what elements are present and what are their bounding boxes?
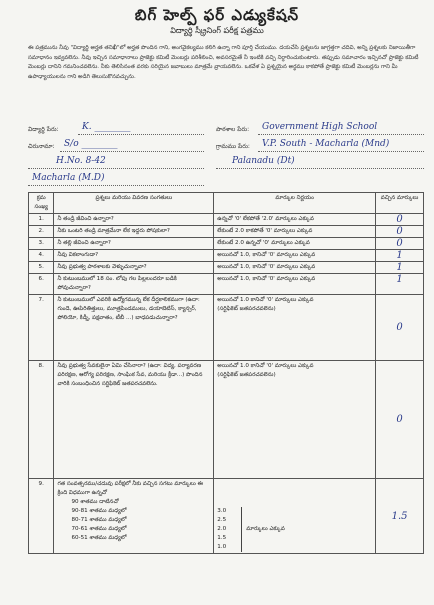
row-question: నీ కుటుంబములో ఎవరికి ఉద్యోగమున్న లేక దీర్ఘకాలికముగా (ఉదా: గుండె, ఊపిరితిత్తులు, మూత్రపిండములు, డయాబెటిస్, క్యాన్సర్, పోలియో, కిడ్నీ, పక్షవాతం, టీబీ ...) బాధపడుచున్నారా? — [54, 295, 214, 361]
row-rule-cell — [214, 361, 376, 479]
page-title: బిగ్ హెల్ప్ ఫర్ ఎడ్యుకేషన్ — [134, 6, 300, 24]
village-value[interactable]: V.P. South - Macharla (Mnd) — [262, 139, 390, 149]
table-row — [29, 262, 424, 274]
student-name-label: విద్యార్థి పేరు: — [28, 126, 59, 133]
row-rule-cell — [214, 479, 376, 554]
row-question: నీవు ప్రభుత్వ పాఠశాలకు వెళ్ళుచున్నావా? — [54, 262, 214, 274]
address-line2-value[interactable]: H.No. 8-42 — [56, 156, 106, 166]
row-question: నీ తండ్రి జీవించి ఉన్నారా? — [54, 214, 214, 226]
school-label: పాఠశాల పేరు: — [216, 126, 250, 133]
row-rule: ఉన్నచో '0' లేకపోతే '2.0' మార్కులు ఎక్కువ — [214, 214, 376, 226]
student-name-value[interactable]: K. ________ — [82, 122, 131, 132]
row-rule: అయినచో 1.0, కానిచో '0' మార్కులు ఎక్కువ — [214, 250, 376, 262]
row-rule-cell — [214, 295, 376, 361]
col-rule-header: మార్కుల నిర్ణయం — [214, 193, 376, 214]
table-row — [29, 238, 424, 250]
row-rule-note: (సర్టిఫికెట్ జతపరచవలెను) — [217, 372, 276, 378]
row-score[interactable]: 0 — [376, 226, 424, 238]
row-number: 9. — [29, 479, 54, 554]
grade-points: 2.5 — [217, 517, 227, 523]
table-row — [29, 250, 424, 262]
address-line-2 — [28, 168, 204, 169]
col-question-header: ప్రశ్నలు మరియు వివరణ సంగతులు — [54, 193, 214, 214]
grade-points: 1.5 — [217, 535, 227, 541]
row-number: 2. — [29, 226, 54, 238]
grade-label: 90-81 శాతము మధ్యలో — [71, 508, 127, 514]
row-score[interactable]: 0 — [376, 295, 424, 361]
table-row — [29, 226, 424, 238]
row-score[interactable]: 0 — [376, 214, 424, 226]
row-rule: అయినచో 1.0, కానిచో '0' మార్కులు ఎక్కువ — [214, 262, 376, 274]
row-number: 6. — [29, 274, 54, 295]
row-question: గత సంవత్సరము/చదువు పరీక్షలో నీకు వచ్చిన సగటు మార్కులు ఈ క్రింది విధముగా ఉన్నచో — [57, 481, 204, 496]
address-line-3 — [28, 185, 204, 186]
row-question: నీ కుటుంబములో 18 సం. లోపు గల పిల్లలందరూ బడికి పోవుచున్నారా? — [54, 274, 214, 295]
row-score[interactable]: 1.5 — [376, 479, 424, 554]
row-rule: అయినచో 1.0 కానిచో '0' మార్కులు ఎక్కువ — [217, 363, 314, 369]
row-question-cell — [54, 479, 214, 554]
row-number: 8. — [29, 361, 54, 479]
col-score-header: వచ్చిన మార్కులు — [376, 193, 424, 214]
student-name-line — [78, 134, 204, 135]
row-question: నీకు ఒంటరి తండ్రి మాత్రమేనా లేక ఇద్దరు పోషకులా? — [54, 226, 214, 238]
table-row — [29, 479, 424, 554]
page-subtitle: విద్యార్థి స్క్రీనింగ్ పరీక్ష పత్రము — [170, 26, 264, 35]
row-score[interactable]: 1 — [376, 262, 424, 274]
village-line — [258, 151, 424, 152]
row-rule-note: (సర్టిఫికెట్ జతపరచవలెను) — [217, 306, 276, 312]
row-rule: లేకుంటే 2.0 ఉన్నచో '0' మార్కులు ఎక్కువ — [214, 238, 376, 250]
row-score[interactable]: 1 — [376, 250, 424, 262]
school-line — [258, 134, 424, 135]
row-question: నీవు వికలాంగుడా? — [54, 250, 214, 262]
row-number: 5. — [29, 262, 54, 274]
grade-label: 80-71 శాతము మధ్యలో — [71, 517, 127, 523]
row-question: నీవు ప్రభుత్వ సేవకులైనా ఏమి చేసినారా? (ఉదా: విద్య, పర్యావరణ పరిరక్షణ, ఆరోగ్య పరిరక్షణ, సాంఘిక సేవ, మరియు క్రీడా...) పొందిన వారికి సంబంధించిన సర్టిఫికెట్ జతపరచవలెను. — [54, 361, 214, 479]
district-line — [216, 168, 424, 169]
grade-points: 3.0 — [217, 508, 227, 514]
table-row — [29, 274, 424, 295]
grade-label: 90 శాతము దాటినచో — [71, 499, 119, 505]
row-number: 4. — [29, 250, 54, 262]
table-header-row — [29, 193, 424, 214]
school-value[interactable]: Government High School — [262, 122, 378, 132]
row-rule: అయినచో 1.0, కానిచో '0' మార్కులు ఎక్కువ — [214, 274, 376, 295]
row-question: నీ తల్లి జీవించి ఉన్నారా? — [54, 238, 214, 250]
row-rule: అయినచో 1.0 కానిచో '0' మార్కులు ఎక్కువ — [217, 297, 314, 303]
table-row — [29, 295, 424, 361]
row-score[interactable]: 1 — [376, 274, 424, 295]
row-rule: మార్కులు ఎక్కువ — [246, 526, 285, 532]
row-number: 7. — [29, 295, 54, 361]
screening-questions-table — [28, 192, 424, 554]
address-line3-value[interactable]: Macharla (M.D) — [32, 173, 105, 183]
intro-paragraph: ఈ పత్రమును నీవు "విద్యార్థి అర్హత తనిఖీ"లో అర్హత పొందిన గాని, అంగవైకల్యము కలిగి ఉన్నా గాని పూర్తి చేయుము. దయచేసి ప్రశ్నలను జాగ్రత్తగా చదివి, అన్ని ప్రశ్నలకు నిజాయితీగా సమాధానం ఇవ్వవలెను. నీవు ఇచ్చిన సమాధానాలు ప్రాజెక్టు కమిటీ మెంబర్లు పరిశీలించి, అవసరమైతే నీ ఇంటికి వచ్చి నిర్ధారించుకుంటారు. తప్పుడు సమాచారం ఇచ్చినచో ప్రాజెక్టు కమిటీ మెంబర్లు దానిని గమనించవలెను. నీకు తెలిసినంత వరకు సరియైన జవాబులు మాత్రమే వ్రాయవలెను. ఒకవేళ ఏ ప్రశ్నయైన అర్థము కాకపోతే ప్రాజెక్టు కమిటీ మెంబర్లను గాని మీ ఉపాధ్యాయులను గాని అడిగి తెలుసుకొనవచ్చును. — [28, 45, 419, 80]
grade-label: 60-51 శాతము మధ్యలో — [71, 535, 127, 541]
grade-label: 70-61 శాతము మధ్యలో — [71, 526, 127, 532]
row-rule: లేకుంటే 2.0 కాకపోతే '0' మార్కులు ఎక్కువ — [214, 226, 376, 238]
row-score[interactable]: 0 — [376, 361, 424, 479]
address-line — [60, 151, 204, 152]
row-number: 3. — [29, 238, 54, 250]
row-score[interactable]: 0 — [376, 238, 424, 250]
grade-points: 1.0 — [217, 544, 227, 550]
village-label: గ్రామము పేరు: — [216, 143, 250, 150]
address-label: చిరునామా: — [28, 143, 55, 150]
row-number: 1. — [29, 214, 54, 226]
col-serial-header: క్రమ సంఖ్య — [29, 193, 54, 214]
grade-points: 2.0 — [217, 526, 227, 532]
address-value[interactable]: S/o ________ — [64, 139, 118, 149]
table-row — [29, 214, 424, 226]
table-row — [29, 361, 424, 479]
district-value[interactable]: Palanadu (Dt) — [232, 156, 295, 166]
